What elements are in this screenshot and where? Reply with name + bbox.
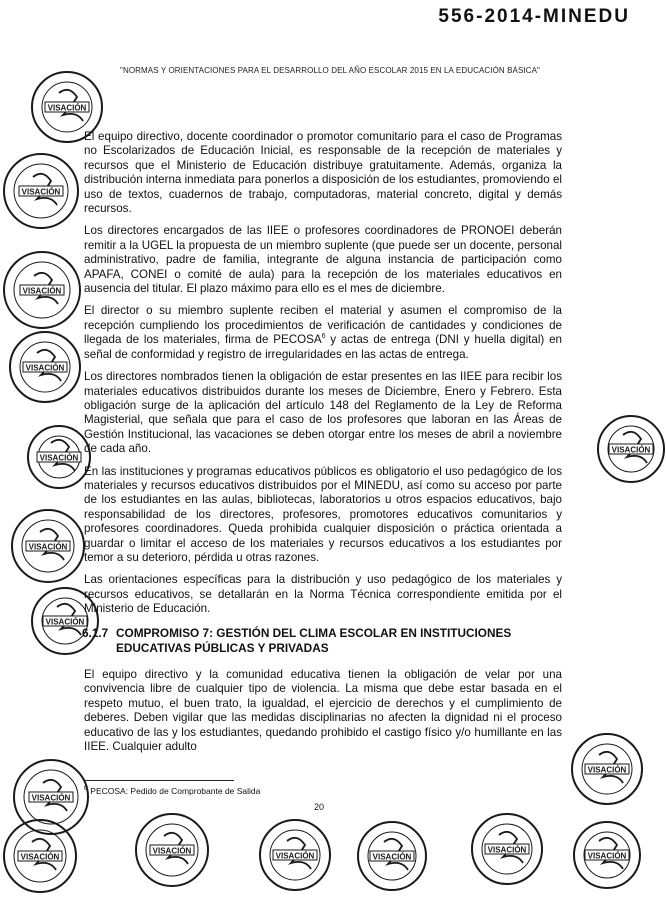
svg-text:VISACIÓN: VISACIÓN [275, 851, 315, 861]
approval-stamp [258, 818, 332, 892]
stamp-seal [134, 812, 210, 888]
page-header: "NORMAS Y ORIENTACIONES PARA EL DESARROLLO DEL AÑO ESCOLAR 2015 EN LA EDUCACIÓN BÁSICA" [120, 66, 540, 75]
svg-text:VISACIÓN: VISACIÓN [45, 617, 85, 627]
approval-stamp [356, 820, 428, 892]
section-title: COMPROMISO 7: GESTIÓN DEL CLIMA ESCOLAR EN INSTITUCIONES EDUCATIVAS PÚBLICAS Y PRIVADAS [116, 626, 512, 655]
svg-text:VISACIÓN: VISACIÓN [487, 845, 527, 855]
paragraph-commitment [84, 304, 562, 362]
approval-stamp [572, 820, 642, 890]
footnote-reference: 6 [321, 333, 326, 341]
approval-stamp [30, 70, 104, 144]
approval-stamp [2, 250, 82, 330]
stamp-seal [30, 586, 100, 656]
approval-stamp [10, 508, 86, 584]
approval-stamp [570, 732, 644, 806]
approval-stamp [26, 424, 92, 490]
svg-text:VISACIÓN: VISACIÓN [47, 103, 87, 113]
paragraph-substitute: Los directores encargados de las IIEE o profesores coordinadores de PRONOEI deberán remitir a la UGEL la propuesta de un miembro suplente (que puede ser un docente, personal administrativo, padre de familia, integrante de alguna instancia de participación como APAFA, CONEI o comité de aula) para la recepción de los materiales educativos en ausencia del titular. El plazo máximo para ello es el mes de diciembre. [84, 224, 562, 296]
stamp-seal [2, 818, 78, 894]
approval-stamp [596, 414, 666, 484]
svg-text:VISACIÓN: VISACIÓN [587, 765, 627, 775]
document-number: 556-2014-MINEDU [438, 6, 630, 27]
paragraph-reception: El equipo directivo, docente coordinador o promotor comunitario para el caso de Programas no Escolarizados de Educación Inicial, es responsable de la recepción de materiales y recursos que el Ministerio de Educación distribuye gratuitamente. Además, organiza la distribución interna inmediata para ponerlos a disposición de los estudiantes, promoviendo el uso de textos, cuadernos de trabajo, computadoras, material concreto, digital y demás recursos. [84, 130, 562, 216]
stamp-seal [356, 820, 428, 892]
svg-text:VISACIÓN: VISACIÓN [39, 453, 79, 463]
paragraph-commitment-part1: El director o su miembro suplente reciben el material y asumen el compromiso de la recepción cumpliendo los procedimientos de verificación de cantidades y condiciones de llegada de los materiales, firma de PECOSA [84, 304, 562, 347]
page-number: 20 [314, 802, 325, 812]
stamp-seal [8, 330, 82, 404]
svg-text:VISACIÓN: VISACIÓN [611, 445, 651, 455]
svg-text:VISACIÓN: VISACIÓN [21, 187, 61, 197]
stamp-seal [596, 414, 666, 484]
svg-text:VISACIÓN: VISACIÓN [28, 542, 68, 552]
approval-stamp [2, 152, 80, 230]
stamp-seal [10, 508, 86, 584]
paragraph-commitment-part2: y actas de entrega (DNI y huella digital) en señal de conformidad y registro de irregularidades en las actas de entrega. [84, 333, 562, 361]
svg-text:VISACIÓN: VISACIÓN [152, 846, 192, 856]
svg-text:VISACIÓN: VISACIÓN [25, 363, 65, 373]
stamp-seal [470, 812, 544, 886]
approval-stamp [8, 330, 82, 404]
approval-stamp [134, 812, 210, 888]
stamp-seal [570, 732, 644, 806]
svg-text:VISACIÓN: VISACIÓN [22, 286, 62, 296]
footnote-divider [84, 780, 234, 781]
approval-stamp [30, 586, 100, 656]
stamp-seal [258, 818, 332, 892]
stamp-seal [2, 152, 80, 230]
stamp-seal [26, 424, 92, 490]
stamp-seal [2, 250, 82, 330]
svg-text:VISACIÓN: VISACIÓN [587, 851, 627, 861]
paragraph-usage: En las instituciones y programas educativos públicos es obligatorio el uso pedagógico de los materiales y recursos educativos distribuidos por el MINEDU, así como su acceso por parte de los estudiantes en las aulas, bibliotecas, laboratorios u otros espacios educativos, bajo responsabilidad de los directores, profesores, promotores educativos comunitarios y profesores coordinadores. Queda prohibida cualquier disposición o práctica orientada a guardar o limitar el acceso de los materiales y recursos educativos a los estudiantes por temor a su deterioro, pérdida u otras razones. [84, 464, 562, 564]
svg-text:VISACIÓN: VISACIÓN [31, 793, 71, 803]
paragraph-directors: Los directores nombrados tienen la obligación de estar presentes en las IIEE para recibir los materiales educativos distribuidos durante los meses de Diciembre, Enero y Febrero. Esta obligación surge de la aplicación del artículo 148 del Reglamento de la Ley de Reforma Magisterial, que señala que para el caso de los profesores que laboran en las Áreas de Gestión Institucional, las vacaciones se deben otorgar entre los meses de abril a noviembre de cada año. [84, 370, 562, 456]
svg-text:VISACIÓN: VISACIÓN [20, 852, 60, 862]
footnote-marker: 6 [84, 785, 88, 793]
section-number: 6.1.7 [82, 626, 109, 640]
paragraph-guidelines: Las orientaciones específicas para la distribución y uso pedagógico de los materiales y recursos educativos, se detallarán en la Norma Técnica correspondiente emitida por el Ministerio de Educación. [84, 573, 562, 616]
approval-stamp [2, 818, 78, 894]
approval-stamp [470, 812, 544, 886]
stamp-seal [30, 70, 104, 144]
footnote-text: PECOSA: Pedido de Comprobante de Salida [90, 786, 261, 796]
svg-text:VISACIÓN: VISACIÓN [372, 852, 412, 862]
body-section-1 [84, 130, 562, 625]
footnote [84, 786, 260, 796]
section-heading [82, 626, 566, 656]
body-section-2 [84, 668, 562, 762]
stamp-seal [572, 820, 642, 890]
paragraph-climate: El equipo directivo y la comunidad educativa tienen la obligación de velar por una convivencia libre de cualquier tipo de violencia. La misma que debe estar basada en el respeto mutuo, el buen trato, la igualdad, el ejercicio de derechos y el cumplimiento de deberes. Deben vigilar que las medidas disciplinarias no afecten la dignidad ni el proceso educativo de las y los estudiantes, quedando prohibido el castigo físico y/o humillante en las IIEE. Cualquier adulto [84, 668, 562, 754]
